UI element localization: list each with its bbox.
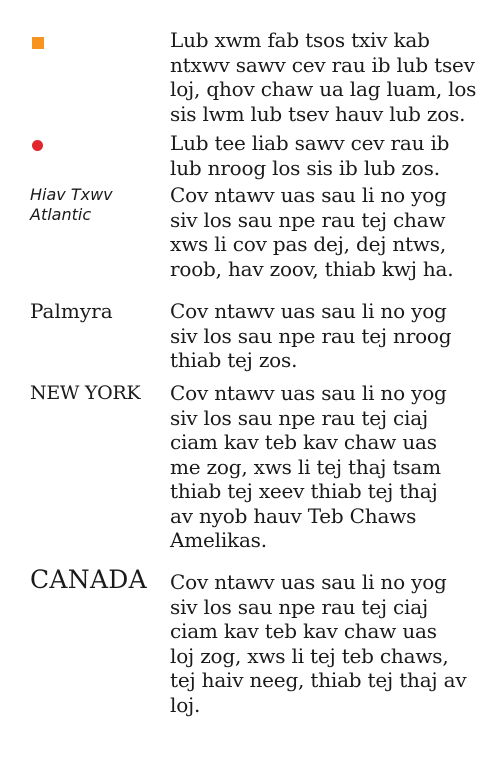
red-dot-icon xyxy=(32,140,43,151)
legend-description: Cov ntawv uas sau li no yog siv los sau npe rau tej ciaj ciam kav teb kav chaw uas loj zog, xws li tej teb chaws, tej haiv neeg, thiab tej thaj av loj. xyxy=(170,570,467,717)
legend-key-country-label: CANADA xyxy=(30,565,148,594)
legend-key-state-label: NEW YORK xyxy=(30,382,141,404)
legend-description: Lub xwm fab tsos txiv kab ntxwv sawv cev rau ib lub tsev loj, qhov chaw ua lag luam, los sis lwm lub tsev hauv lub zos. xyxy=(170,28,477,126)
orange-square-icon xyxy=(32,37,44,49)
legend-description: Cov ntawv uas sau li no yog siv los sau npe rau tej nroog thiab tej zos. xyxy=(170,299,452,372)
legend-description: Lub tee liab sawv cev rau ib lub nroog los sis ib lub zos. xyxy=(170,131,450,180)
legend-key-city-label: Palmyra xyxy=(30,299,113,323)
legend-description: Cov ntawv uas sau li no yog siv los sau npe rau tej ciaj ciam kav teb kav chaw uas me zog, xws li tej thaj tsam thiab tej xeev thiab tej thaj av nyob hauv Teb Chaws Amelikas. xyxy=(170,381,447,552)
legend-description: Cov ntawv uas sau li no yog siv los sau npe rau tej chaw xws li cov pas dej, dej ntws, roob, hav zoov, thiab kwj ha. xyxy=(170,183,454,281)
legend-key-italic-label: Hiav Txwv Atlantic xyxy=(30,185,113,224)
